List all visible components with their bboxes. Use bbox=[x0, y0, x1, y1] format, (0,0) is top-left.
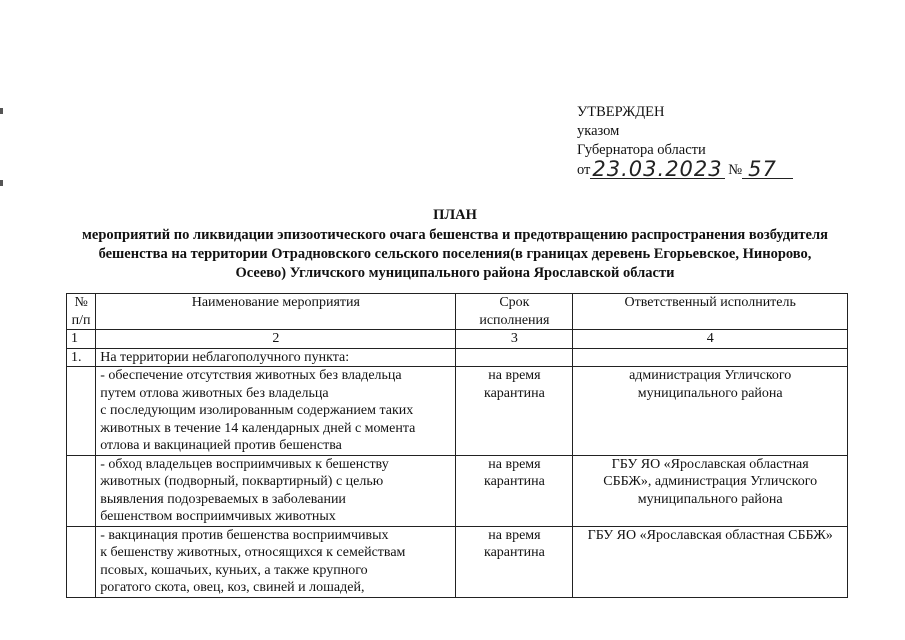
section-num: 1. bbox=[67, 348, 96, 367]
approval-line: указом bbox=[577, 123, 620, 139]
empty-cell bbox=[67, 455, 96, 526]
title-plan: ПЛАН bbox=[433, 207, 477, 223]
index-cell: 3 bbox=[456, 330, 573, 349]
measure-term: на время карантина bbox=[456, 526, 573, 597]
table-row bbox=[67, 526, 848, 597]
title-line: мероприятий по ликвидации эпизоотического очага бешенства и предотвращению распространения возбудителя bbox=[82, 227, 828, 243]
date-prefix: от bbox=[577, 162, 591, 178]
index-cell: 2 bbox=[96, 330, 456, 349]
measure-responsible: администрация Угличского муниципального района bbox=[573, 367, 848, 456]
number-label: № bbox=[728, 162, 743, 178]
measure-term: на время карантина bbox=[456, 455, 573, 526]
index-cell: 4 bbox=[573, 330, 848, 349]
section-text: На территории неблагополучного пункта: bbox=[96, 348, 456, 367]
table-row bbox=[67, 455, 848, 526]
table-row bbox=[67, 367, 848, 456]
document-title bbox=[60, 206, 850, 283]
approval-line: Губернатора области bbox=[577, 142, 706, 158]
empty-cell bbox=[67, 367, 96, 456]
measure-name: - обеспечение отсутствия животных без владельца путем отлова животных без владельца с последующим изолированным содержанием таких животных в течение 14 календарных дней с момента отлова и вакцинацией против бешенства bbox=[96, 367, 456, 456]
handwritten-date: 23.03.2023 bbox=[592, 157, 723, 181]
measure-name: - обход владельцев восприимчивых к бешенству животных (подворный, поквартирный) с целью выявления подозреваемых в заболевании бешенством восприимчивых животных bbox=[96, 455, 456, 526]
index-row bbox=[67, 330, 848, 349]
margin-mark bbox=[0, 108, 3, 114]
title-line: Осеево) Угличского муниципального района Ярославской области bbox=[235, 265, 675, 281]
header-num: № п/п bbox=[67, 294, 96, 330]
measure-responsible: ГБУ ЯО «Ярославская областная СББЖ» bbox=[573, 526, 848, 597]
plan-table bbox=[66, 293, 848, 598]
empty-cell bbox=[67, 526, 96, 597]
empty-cell bbox=[573, 348, 848, 367]
header-responsible: Ответственный исполнитель bbox=[573, 294, 848, 330]
title-line: бешенства на территории Отрадновского сельского поселения(в границах деревень Егорьевское, Нинорово, bbox=[98, 246, 812, 262]
measure-responsible: ГБУ ЯО «Ярославская областная СББЖ», администрация Угличского муниципального района bbox=[573, 455, 848, 526]
empty-cell bbox=[456, 348, 573, 367]
handwritten-number: 57 bbox=[742, 160, 793, 179]
index-cell: 1 bbox=[67, 330, 96, 349]
approval-block bbox=[577, 103, 793, 180]
margin-mark bbox=[0, 180, 3, 186]
measure-term: на время карантина bbox=[456, 367, 573, 456]
header-term: Срок исполнения bbox=[456, 294, 573, 330]
header-name: Наименование мероприятия bbox=[96, 294, 456, 330]
section-row bbox=[67, 348, 848, 367]
approval-line: УТВЕРЖДЕН bbox=[577, 104, 665, 120]
table-header-row bbox=[67, 294, 848, 330]
approval-date-line bbox=[577, 157, 793, 181]
measure-name: - вакцинация против бешенства восприимчивых к бешенству животных, относящихся к семействам псовых, кошачьих, куньих, а также крупного рогатого скота, овец, коз, свиней и лошадей, bbox=[96, 526, 456, 597]
